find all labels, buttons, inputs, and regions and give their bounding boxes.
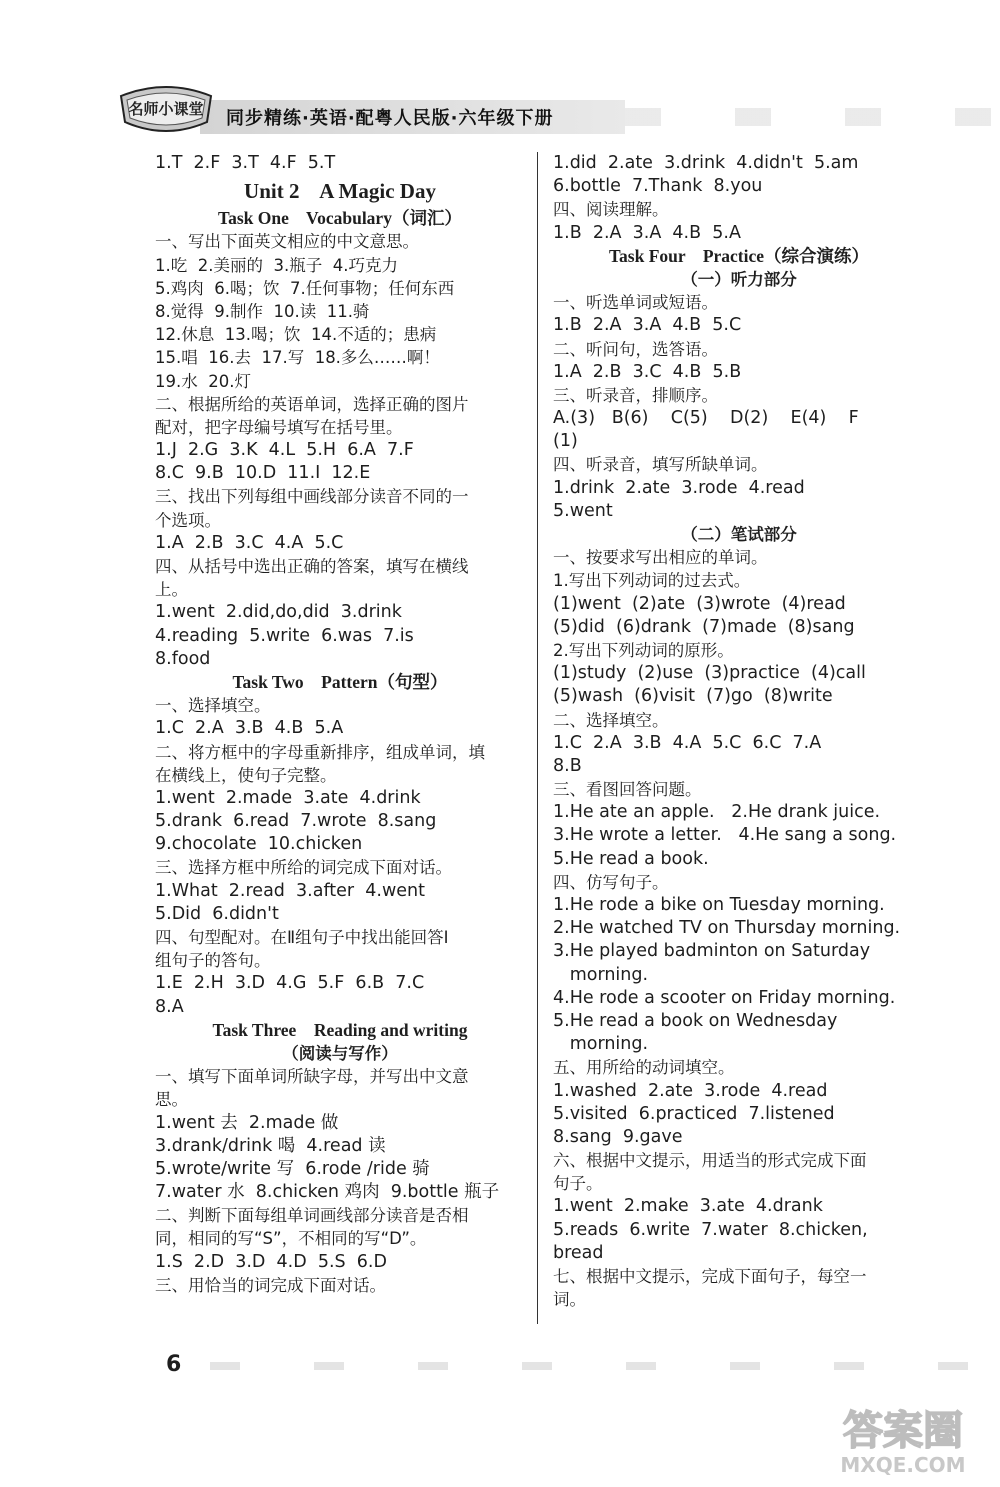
question-instruction: 三、选择方框中所给的词完成下面对话。 (155, 858, 452, 878)
question-instruction: 二、判断下面每组单词画线部分读音是否相 (155, 1206, 469, 1226)
answer-line: 3.He wrote a letter. 4.He sang a song. (553, 825, 897, 846)
answer-line: 1.B 2.A 3.A 4.B 5.A (553, 222, 741, 243)
question-instruction: 8.觉得 9.制作 10.读 11.骑 (155, 301, 370, 321)
answer-line: 5.Did 6.didn't (155, 903, 279, 924)
answer-line: 1.S 2.D 3.D 4.D 5.S 6.D (155, 1251, 387, 1272)
question-instruction: 思。 (155, 1090, 188, 1110)
header-decoration (625, 108, 1000, 126)
question-instruction: 组句子的答句。 (155, 951, 271, 971)
section-subheading: （一）听力部分 (681, 269, 797, 289)
answer-line: A.(3) B(6) C(5) D(2) E(4) F (553, 408, 859, 429)
answer-line: 5.He read a book on Wednesday (553, 1010, 838, 1031)
answer-line: (5)did (6)drank (7)made (8)sang (553, 616, 855, 637)
question-instruction: 2.写出下列动词的原形。 (553, 640, 734, 660)
question-instruction: 四、听录音，填写所缺单词。 (553, 455, 768, 475)
question-instruction: 一、写出下面英文相应的中文意思。 (155, 232, 419, 252)
answer-line: 4.reading 5.write 6.was 7.is (155, 625, 414, 646)
task-heading: Task Two Pattern（句型） (232, 671, 448, 692)
answer-line: (5)wash (6)visit (7)go (8)write (553, 686, 833, 707)
task-heading: Task One Vocabulary（词汇） (218, 208, 462, 229)
answer-line: 9.chocolate 10.chicken (155, 834, 363, 855)
left-answer-column (155, 152, 525, 1297)
answer-line: 1.went 2.make 3.ate 4.drank (553, 1196, 823, 1217)
answer-line: 1.did 2.ate 3.drink 4.didn't 5.am (553, 153, 859, 173)
question-instruction: 5.鸡肉 6.喝；饮 7.任何事物；任何东西 (155, 278, 455, 298)
question-instruction: 二、根据所给的英语单词，选择正确的图片 (155, 394, 469, 414)
question-instruction: 12.休息 13.喝；饮 14.不适的；患病 (155, 325, 437, 345)
question-instruction: 句子。 (553, 1174, 603, 1194)
answer-line: 4.He rode a scooter on Friday morning. (553, 987, 896, 1008)
answer-line: 8.A (155, 996, 184, 1017)
question-instruction: 一、选择填空。 (155, 696, 271, 716)
question-instruction: 一、听选单词或短语。 (553, 293, 718, 313)
question-instruction: 六、根据中文提示，用适当的形式完成下面 (553, 1151, 867, 1171)
question-instruction: 二、将方框中的字母重新排序，组成单词，填 (155, 742, 485, 762)
brand-logo-icon (117, 78, 215, 140)
answer-line: 1.A 2.B 3.C 4.B 5.B (553, 361, 742, 382)
answer-line: (1)study (2)use (3)practice (4)call (553, 663, 866, 684)
question-instruction: 三、找出下列每组中画线部分读音不同的一 (155, 487, 469, 507)
question-instruction: 二、选择填空。 (553, 710, 669, 730)
question-instruction: 同，相同的写“S”，不相同的写“D”。 (155, 1229, 427, 1249)
question-instruction: 四、句型配对。在Ⅱ组句子中找出能回答Ⅰ (155, 928, 449, 947)
section-subheading: （阅读与写作） (282, 1043, 398, 1063)
watermark-url: MXQE.COM (840, 1453, 966, 1477)
answer-line: 1.went 2.made 3.ate 4.drink (155, 787, 421, 808)
answer-line: (1) (553, 431, 578, 452)
question-instruction: 四、阅读理解。 (553, 200, 669, 220)
right-answer-column (553, 152, 925, 1311)
question-instruction: 七、根据中文提示，完成下面句子，每空一 (553, 1267, 867, 1286)
answer-line: 1.drink 2.ate 3.rode 4.read (553, 477, 805, 498)
answer-line: morning. (553, 1034, 649, 1055)
answer-line: (1)went (2)ate (3)wrote (4)read (553, 593, 846, 614)
answer-line: 1.C 2.A 3.B 4.B 5.A (155, 718, 344, 739)
answer-line: 1.went 去 2.made 做 (155, 1112, 339, 1133)
page-header-title: 同步精练·英语·配粤人民版·六年级下册 (226, 108, 554, 129)
question-instruction: 三、用恰当的词完成下面对话。 (155, 1275, 386, 1295)
question-instruction: 三、听录音，排顺序。 (553, 385, 718, 405)
answer-line: 1.J 2.G 3.K 4.L 5.H 6.A 7.F (155, 440, 414, 461)
task-heading: Task Four Practice（综合演练） (608, 245, 870, 266)
answer-line: 5.wrote/write 写 6.rode /ride 骑 (155, 1158, 430, 1179)
question-instruction: 在横线上，使句子完整。 (155, 765, 337, 785)
answer-line: 1.E 2.H 3.D 4.G 5.F 6.B 7.C (155, 973, 425, 994)
question-instruction: 个选项。 (155, 510, 221, 530)
answer-line: 1.C 2.A 3.B 4.A 5.C 6.C 7.A (553, 732, 822, 753)
task-heading: Task Three Reading and writing (212, 1019, 468, 1040)
question-instruction: 上。 (155, 580, 188, 600)
answer-line: 8.C 9.B 10.D 11.I 12.E (155, 463, 371, 484)
answer-line: 2.He watched TV on Thursday morning. (553, 918, 901, 939)
question-instruction: 四、仿写句子。 (553, 872, 669, 892)
question-instruction: 15.唱 16.去 17.写 18.多么……啊！ (155, 348, 440, 368)
answer-line: 1.B 2.A 3.A 4.B 5.C (553, 315, 742, 336)
unit-title: Unit 2 A Magic Day (244, 179, 436, 204)
answer-line: 5.reads 6.write 7.water 8.chicken, (553, 1219, 868, 1240)
answer-line: 1.A 2.B 3.C 4.A 5.C (155, 532, 344, 553)
question-instruction: 五、用所给的动词填空。 (553, 1058, 735, 1078)
answer-line: 7.water 水 8.chicken 鸡肉 9.bottle 瓶子 (155, 1182, 500, 1203)
question-instruction: 一、填写下面单词所缺字母，并写出中文意 (155, 1067, 469, 1087)
answer-line: 6.bottle 7.Thank 8.you (553, 176, 763, 197)
answer-line: 8.B (553, 755, 582, 776)
answer-line: bread (553, 1242, 604, 1263)
section-subheading: （二）笔试部分 (681, 525, 797, 544)
answer-line: 3.He played badminton on Saturday (553, 941, 871, 962)
question-instruction: 三、看图回答问题。 (553, 780, 702, 800)
question-instruction: 1.吃 2.美丽的 3.瓶子 4.巧克力 (155, 255, 398, 275)
answer-line: 5.He read a book. (553, 848, 709, 869)
watermark-logo-icon (818, 1400, 988, 1480)
footer-decoration (210, 1362, 1000, 1370)
answer-line: 5.visited 6.practiced 7.listened (553, 1103, 835, 1124)
answer-line: 1.washed 2.ate 3.rode 4.read (553, 1080, 828, 1101)
question-instruction: 四、从括号中选出正确的答案，填写在横线 (155, 557, 469, 576)
answer-line: 8.sang 9.gave (553, 1126, 683, 1147)
question-instruction: 一、按要求写出相应的单词。 (553, 548, 768, 568)
answer-line: morning. (553, 964, 649, 985)
answer-line: 5.drank 6.read 7.wrote 8.sang (155, 811, 437, 832)
answer-line: 3.drank/drink 喝 4.read 读 (155, 1135, 386, 1156)
logo-label: 名师小课堂 (128, 100, 204, 118)
page-number: 6 (166, 1352, 182, 1377)
column-divider (537, 152, 538, 1324)
answer-line: 1.T 2.F 3.T 4.F 5.T (155, 153, 336, 173)
question-instruction: 词。 (553, 1290, 586, 1310)
answer-line: 1.He rode a bike on Tuesday morning. (553, 895, 885, 915)
answer-line: 1.went 2.did,do,did 3.drink (155, 602, 402, 623)
answer-line: 1.What 2.read 3.after 4.went (155, 880, 425, 901)
question-instruction: 19.水 20.灯 (155, 371, 251, 391)
answer-line: 5.went (553, 500, 613, 521)
watermark-text: 答案圈 (843, 1408, 963, 1454)
question-instruction: 1.写出下列动词的过去式。 (553, 571, 751, 591)
question-instruction: 二、听问句，选答语。 (553, 339, 718, 359)
question-instruction: 配对，把字母编号填写在括号里。 (155, 417, 403, 437)
answer-line: 1.He ate an apple. 2.He drank juice. (553, 802, 881, 823)
answer-line: 8.food (155, 648, 211, 669)
